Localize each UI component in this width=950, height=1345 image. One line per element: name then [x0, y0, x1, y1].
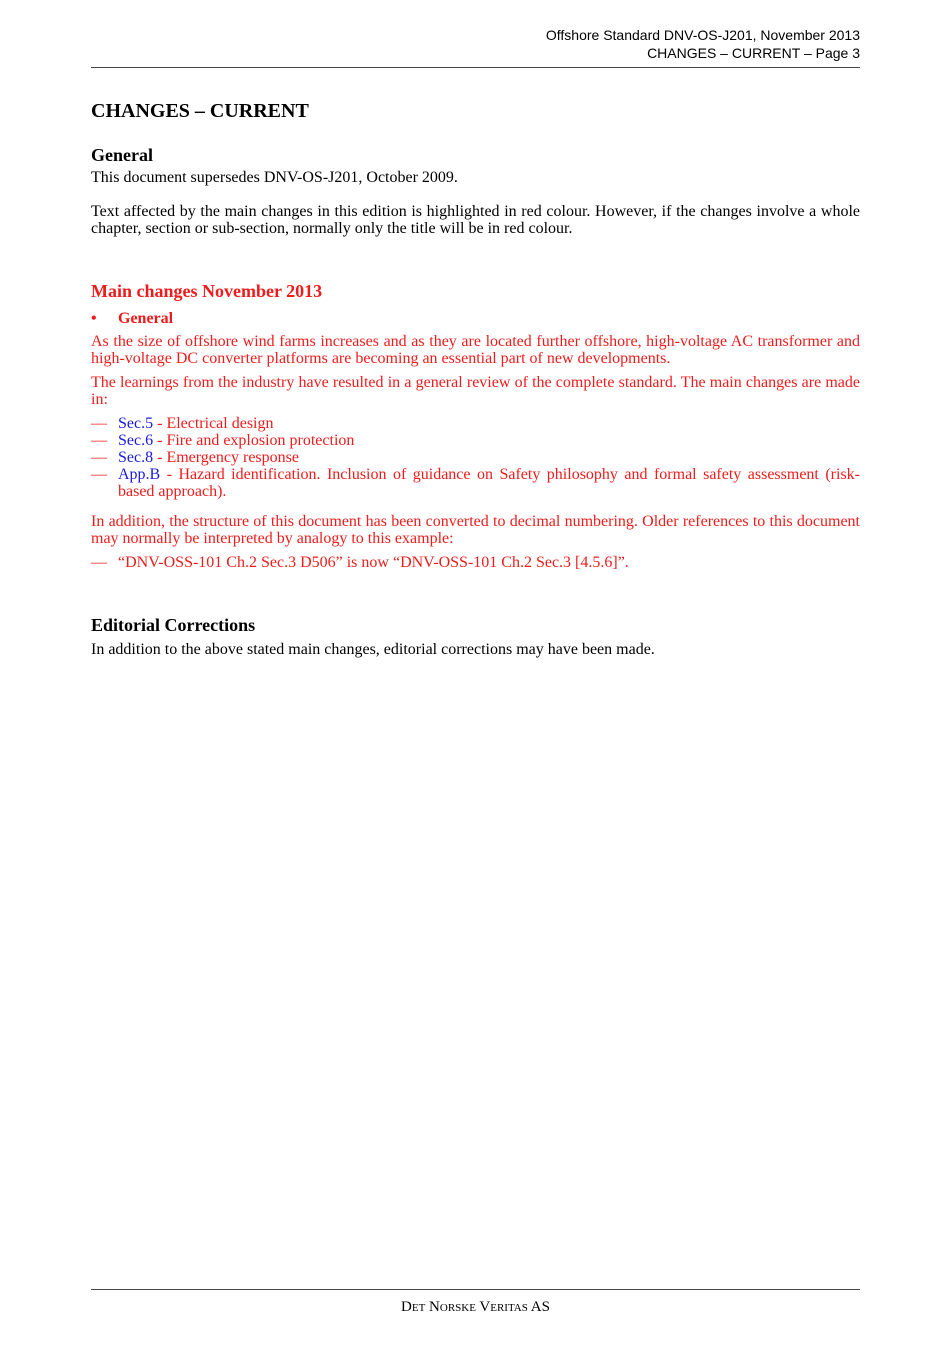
general-heading: General [91, 145, 153, 165]
main-changes-paragraph-1: As the size of offshore wind farms increases and as they are located further offshore, high-voltage AC transformer and high-voltage DC converter platforms are becoming an essential part of new developments. [91, 333, 860, 367]
list-item [91, 466, 860, 500]
bullet-label: General [118, 310, 174, 327]
list-item-text: - Fire and explosion protection [153, 432, 355, 449]
link-sec6[interactable]: Sec.6 [118, 432, 154, 449]
page-header [91, 26, 860, 62]
bullet-icon: • [91, 310, 97, 327]
list-item-text: - Hazard identification. Inclusion of guidance on Safety philosophy and formal safety assessment (risk-based approach). [118, 466, 860, 500]
list-item-text: - Electrical design [153, 415, 274, 432]
general-paragraph-2: Text affected by the main changes in this edition is highlighted in red colour. However, if the changes involve a whole chapter, section or sub-section, normally only the title will be in red colour. [91, 203, 860, 237]
dash-icon: — [91, 432, 107, 449]
link-sec5[interactable]: Sec.5 [118, 415, 154, 432]
example-text: “DNV-OSS-101 Ch.2 Sec.3 D506” is now “DNV-OSS-101 Ch.2 Sec.3 [4.5.6]”. [118, 554, 629, 571]
footer-divider [91, 1289, 860, 1290]
dash-icon: — [91, 415, 107, 432]
link-sec8[interactable]: Sec.8 [118, 449, 154, 466]
page-title: CHANGES – CURRENT [91, 100, 309, 122]
list-item [91, 432, 860, 449]
dash-icon: — [91, 466, 107, 483]
list-item [91, 449, 860, 466]
editorial-paragraph: In addition to the above stated main changes, editorial corrections may have been made. [91, 641, 655, 658]
list-item [91, 554, 860, 571]
editorial-heading: Editorial Corrections [91, 615, 256, 635]
general-paragraph-1: This document supersedes DNV-OS-J201, October 2009. [91, 169, 458, 186]
dash-icon: — [91, 449, 107, 466]
page-footer: Det Norske Veritas AS [401, 1299, 550, 1315]
main-changes-heading: Main changes November 2013 [91, 281, 323, 301]
dash-icon: — [91, 554, 107, 571]
main-changes-paragraph-2: The learnings from the industry have resulted in a general review of the complete standard. The main changes are made in: [91, 374, 860, 408]
example-list [91, 554, 860, 571]
list-item-text: - Emergency response [153, 449, 299, 466]
header-section-page: CHANGES – CURRENT – Page 3 [647, 45, 860, 61]
header-divider [91, 67, 860, 68]
main-changes-bullet [91, 309, 860, 329]
main-changes-paragraph-3: In addition, the structure of this document has been converted to decimal numbering. Older references to this document may normally be interpreted by analogy to this example: [91, 513, 860, 547]
link-appb[interactable]: App.B [118, 466, 161, 483]
header-standard-title: Offshore Standard DNV-OS-J201, November 2013 [545, 27, 860, 43]
list-item [91, 415, 860, 432]
page-content [91, 98, 860, 658]
changes-list [91, 415, 860, 500]
